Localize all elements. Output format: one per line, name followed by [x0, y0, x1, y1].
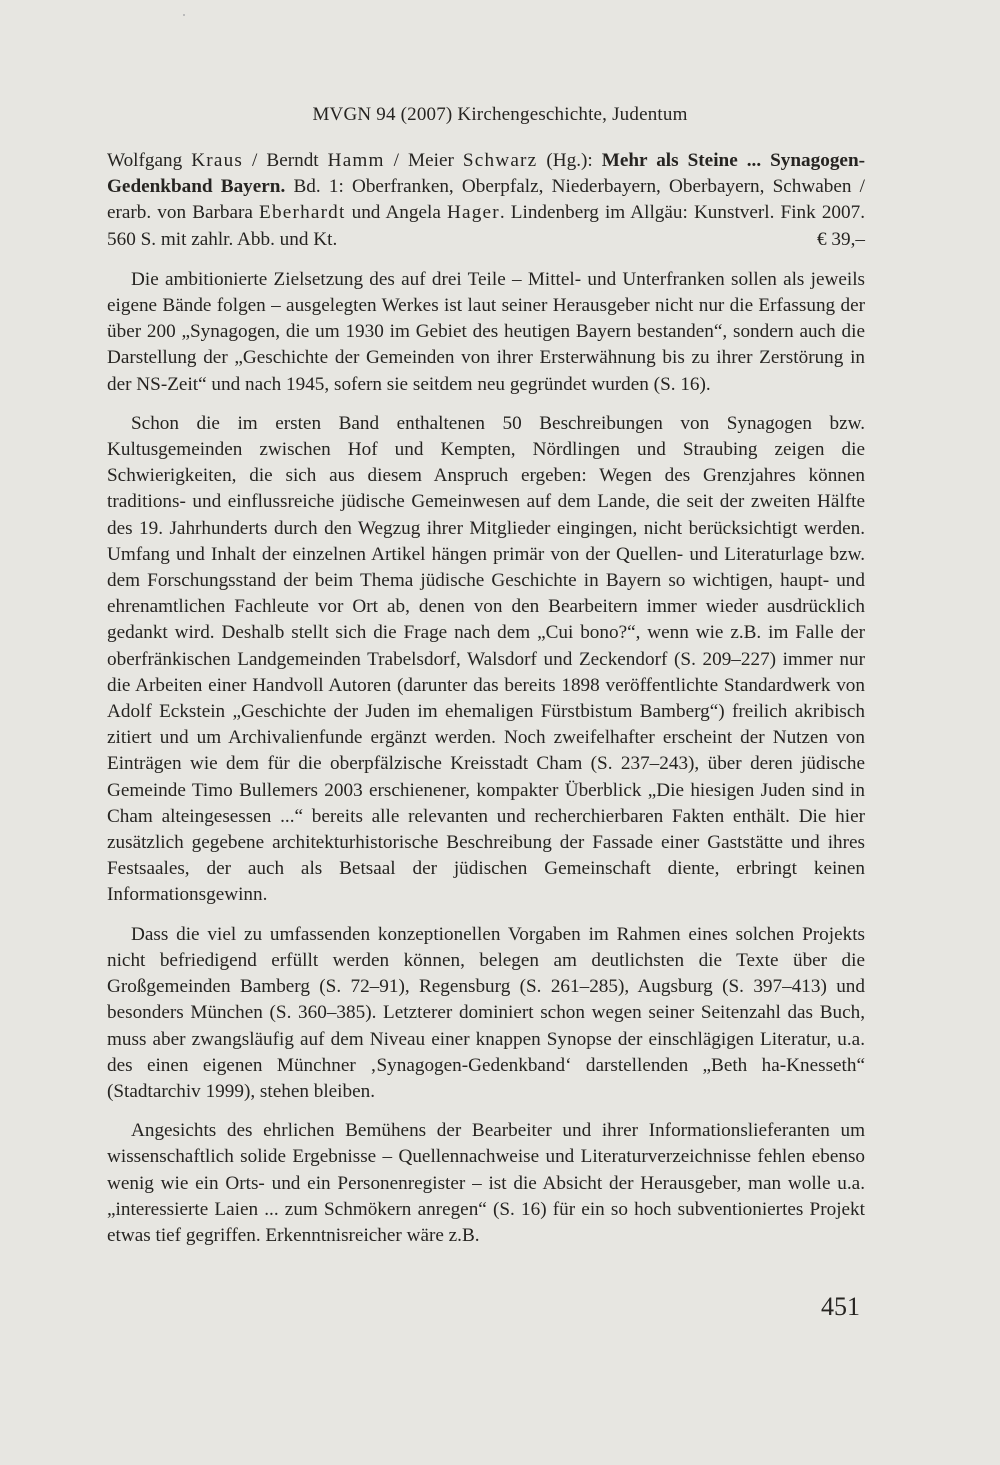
compiler-first-name: Barbara	[192, 202, 253, 224]
book-title: Mehr als Steine ... Synagogen-Gedenkband Bayern.	[107, 150, 866, 198]
paragraph: Die ambitionierte Zielsetzung des auf drei Teile – Mittel- und Unterfranken sollen als jeweils eigene Bände folgen – ausgelegten Werkes ist laut seiner Herausgeber nicht nur die Erfassung der über 200 „Synagogen, die um 1930 im Gebiet des heutigen Bayern bestanden“, sondern auch die Darstellung der „Geschichte der Gemeinden von ihrer Ersterwähnung bis zu ihrer Zerstörung in der NS-Zeit“ und nach 1945, sofern sie seitdem neu gegründet wurden (S. 16).	[107, 268, 865, 395]
scan-speck	[183, 14, 185, 16]
editor-first-name: Wolfgang	[107, 150, 183, 171]
editor-last-name: Schwarz	[462, 150, 538, 171]
page-number: 451	[821, 1292, 860, 1321]
editor-first-name: Meier	[408, 150, 454, 171]
editor-last-name: Kraus	[191, 150, 244, 171]
editor-separator: /	[384, 150, 409, 171]
paragraph: Dass die viel zu umfassenden konzeptionellen Vorgaben im Rahmen eines solchen Projekts nicht befriedigend erfüllt werden können, belegen am deutlichsten die Texte über die Großgemeinden Bamberg (S. 72–91), Regensburg (S. 261–285), Augsburg (S. 397–413) und besonders München (S. 360–385). Letzterer dominiert schon wegen seiner Seitenzahl das Buch, muss aber zwangsläufig auf dem Niveau einer knappen Synopse der einschlägigen Literatur, u.a. des einen eigenen Münchner ‚Synagogen-Gedenkband‘ darstellenden „Beth ha-Knesseth“ (Stadtarchiv 1999), stehen bleiben.	[107, 923, 865, 1102]
editor-last-name: Hamm	[327, 150, 385, 171]
editor-suffix: (Hg.):	[537, 150, 602, 171]
compiler-last-name: Hager	[446, 202, 500, 224]
volume-description: Bd. 1: Oberfranken, Oberpfalz, Niederbayern, Oberbayern, Schwaben / erarb. von	[107, 176, 865, 224]
review-text	[107, 148, 865, 1262]
bibliographic-entry	[107, 148, 865, 253]
paragraph: Angesichts des ehrlichen Bemühens der Bearbeiter und ihrer Informationslieferanten um wissenschaftlich solide Ergebnisse – Quellennachweise und Literaturverzeichnisse fehlen ebenso wenig wie ein Orts- und ein Personenregister – ist die Absicht der Herausgeber, man wolle u.a. „interessierte Laien ... zum Schmökern anregen“ (S. 16) für ein so hoch subventioniertes Projekt etwas tief gegriffen. Erkenntnisreicher wäre z.B.	[107, 1120, 865, 1246]
compiler-last-name: Eberhardt	[259, 202, 346, 224]
publication-details: . Lindenberg im Allgäu: Kunstverl. Fink 2007. 560 S. mit zahlr. Abb. und Kt.	[107, 202, 865, 250]
running-head: MVGN 94 (2007) Kirchengeschichte, Judentum	[312, 104, 688, 125]
compiler-first-name: Angela	[385, 202, 441, 224]
price: € 39,–	[817, 228, 865, 250]
compiler-joiner: und	[345, 202, 386, 224]
editor-first-name: Berndt	[266, 150, 319, 171]
editor-separator: /	[243, 150, 267, 171]
paragraph: Schon die im ersten Band enthaltenen 50 Beschreibungen von Synagogen bzw. Kultusgemeinden zwischen Hof und Kempten, Nördlingen und Straubing zeigen die Schwierigkeiten, die sich aus diesem Anspruch ergeben: Wegen des Grenzjahres können traditions- und einflussreiche jüdische Gemeinwesen auf dem Lande, die seit der zweiten Hälfte des 19. Jahrhunderts durch den Wegzug ihrer Mitglieder eingingen, nicht berücksichtigt werden. Umfang und Inhalt der einzelnen Artikel hängen primär von der Quellen- und Literaturlage bzw. dem Forschungsstand der beim Thema jüdische Geschichte in Bayern so wichtigen, haupt- und ehrenamtlichen Fachleute vor Ort ab, denen von den Bearbeitern immer wieder ausdrücklich gedankt wird. Deshalb stellt sich die Frage nach dem „Cui bono?“, wenn wie z.B. im Falle der oberfränkischen Landgemeinden Trabelsdorf, Walsdorf und Zeckendorf (S. 209–227) immer nur die Arbeiten einer Handvoll Autoren (darunter das bereits 1898 veröffentlichte Standardwerk von Adolf Eckstein „Geschichte der Juden im ehemaligen Fürstbistum Bamberg“) freilich akribisch zitiert und um Archivalienfunde ergänzt werden. Noch zweifelhafter erscheint der Nutzen von Einträgen wie dem für die oberpfälzische Kreisstadt Cham (S. 237–243), über deren jüdische Gemeinde Timo Bullemers 2003 erschienener, kompakter Überblick „Die hiesigen Juden sind in Cham alteingesessen ...“ bereits alle relevanten und recherchierbaren Fakten enthält. Die hier zusätzlich gegebene architekturhistorische Beschreibung der Fassade einer Gaststätte und ihres Festsaales, der auch als Betsaal der jüdischen Gemeinschaft diente, erbringt keinen Informationsgewinn.	[107, 412, 865, 906]
